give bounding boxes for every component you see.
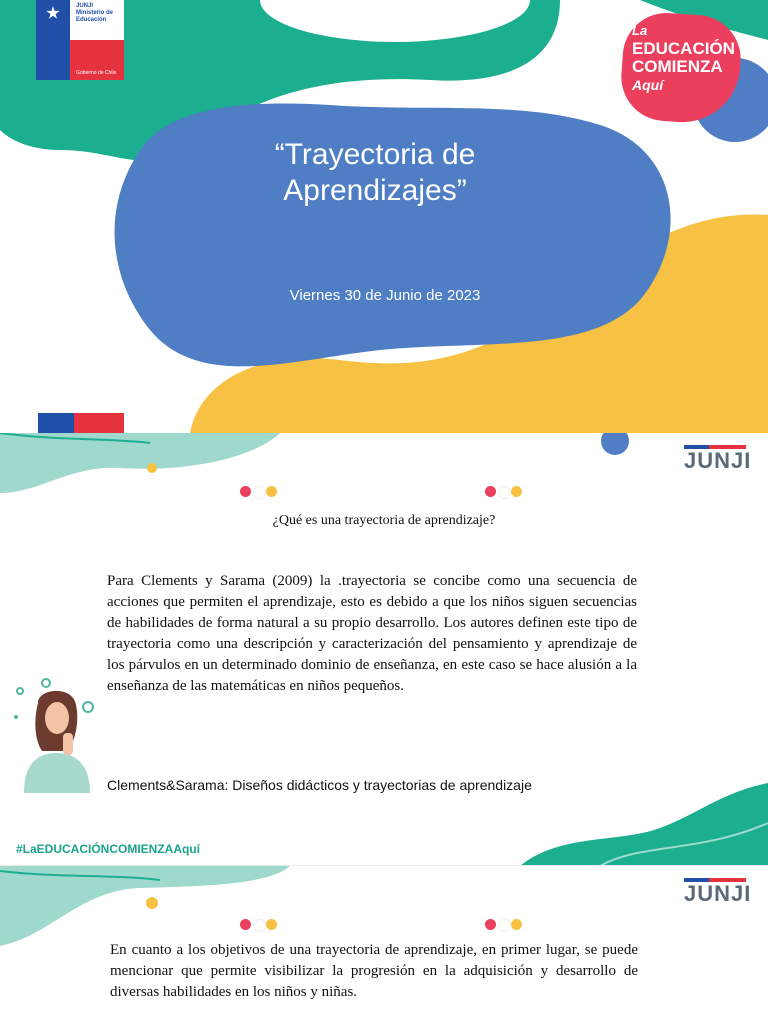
hashtag-text: #LaEDUCACIÓNCOMIENZAAquí xyxy=(16,842,201,856)
flag-red-stripe xyxy=(74,413,124,433)
flag-blue-stripe xyxy=(38,413,74,433)
cover-date: Viernes 30 de Junio de 2023 xyxy=(289,287,481,304)
page-title xyxy=(210,137,540,209)
logo-text-1: JUNJI xyxy=(76,3,94,9)
dots-icon xyxy=(240,917,290,931)
dots-icon xyxy=(485,484,535,498)
dots-icon xyxy=(485,917,535,931)
objectives-paragraph: En cuanto a los objetivos de una trayectoria de aprendizaje, en primer lugar, se puede mencionar que permite visibilizar la progresión en la adquisición y desarrollo de diversas habilidades en los niños y niñas. xyxy=(110,942,638,1000)
junji-logo-text: JUNJI xyxy=(684,881,752,906)
section-question: ¿Qué es una trayectoria de aprendizaje? xyxy=(272,513,496,528)
title-line-1: “Trayectoria de xyxy=(274,138,476,171)
definition-paragraph: Para Clements y Sarama (2009) la .trayectoria se concibe como una secuencia de acciones que permiten el aprendizaje, esto es debido a que los niños siguen secuencias de habilidades de forma natural a su propio desarrollo. Los autores definen este tipo de trayectoria como una descripción y caracterización del pensamiento y aprendizaje de los párvulos en un determinado dominio de enseñanza, en este caso se hace alusión a la enseñanza de las matemáticas en niños pequeños. xyxy=(107,573,637,694)
badge-line-3: COMIENZA xyxy=(632,57,723,76)
content-slide-2 xyxy=(0,866,768,1024)
junji-logo-subtitle xyxy=(684,906,746,910)
junji-logo xyxy=(684,445,752,477)
badge-line-2: EDUCACIÓN xyxy=(632,39,735,58)
badge-line-1: La xyxy=(632,23,648,38)
title-line-2: Aprendizajes” xyxy=(283,174,467,207)
woman-illustration xyxy=(8,673,108,793)
gobierno-logo xyxy=(36,0,124,80)
junji-logo-subtitle xyxy=(684,473,746,477)
cover-slide xyxy=(0,0,768,433)
reference-citation: Clements&Sarama: Diseños didácticos y trayectorias de aprendizaje xyxy=(107,777,532,793)
junji-logo xyxy=(684,878,752,910)
logo-text-3: Educación xyxy=(76,17,107,23)
content-slide-1 xyxy=(0,433,768,866)
logo-footer-text: Gobierno de Chile xyxy=(76,70,117,76)
logo-text-2: Ministerio de xyxy=(76,10,114,16)
education-badge-text xyxy=(632,22,735,94)
badge-line-4: Aquí xyxy=(632,77,664,93)
dots-icon xyxy=(240,484,290,498)
junji-logo-text: JUNJI xyxy=(684,448,752,473)
